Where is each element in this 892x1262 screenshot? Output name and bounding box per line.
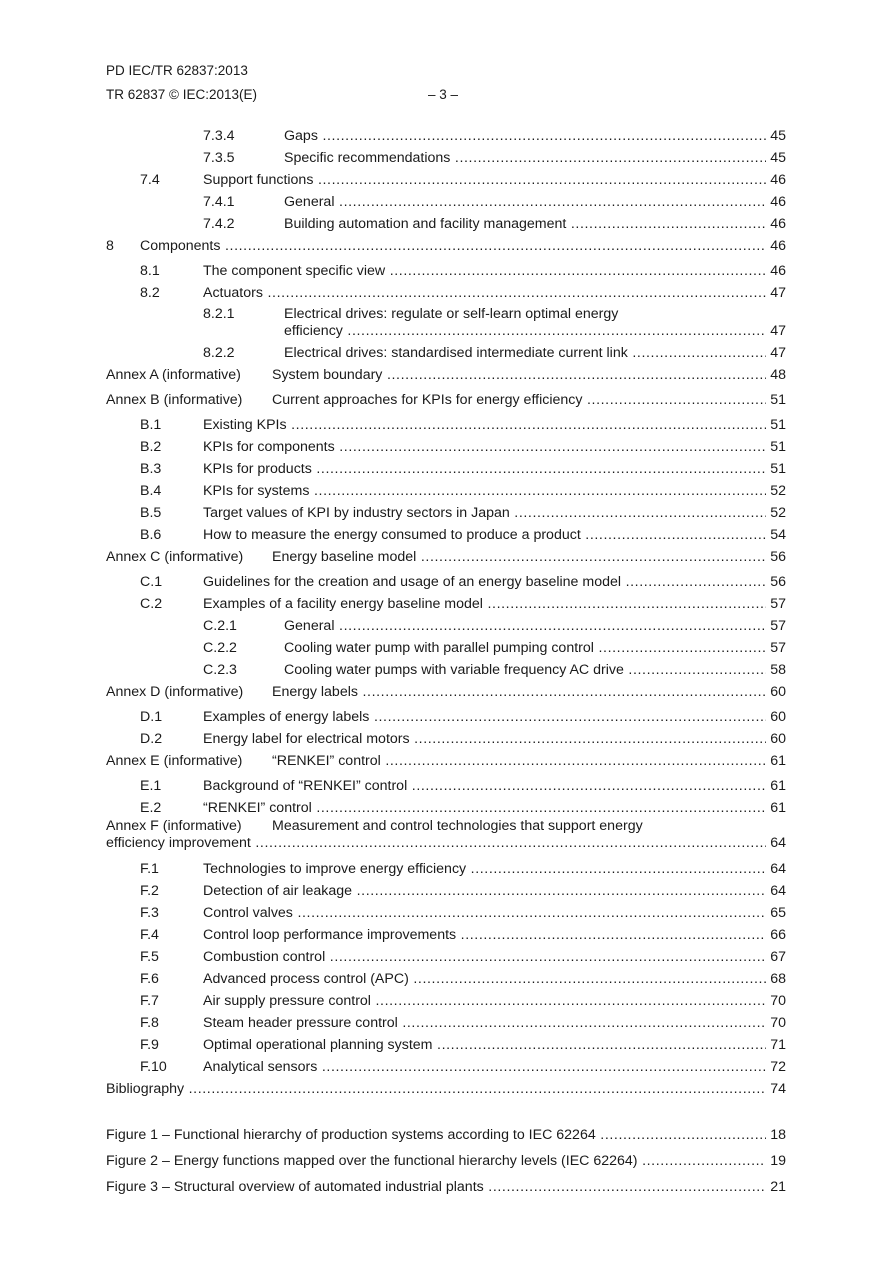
toc-entry[interactable] — [0, 1036, 892, 1054]
toc-entry-number: F.10 — [140, 1059, 167, 1075]
toc-entry[interactable] — [0, 149, 892, 167]
figure-entry[interactable] — [0, 1178, 892, 1196]
toc-entry-title: System boundary ..... — [272, 366, 766, 384]
toc-entry-page: 70 — [768, 1014, 786, 1032]
toc-entry-page: 56 — [768, 573, 786, 591]
toc-entry-page: 52 — [768, 504, 786, 522]
toc-entry-title: Cooling water pump with parallel pumping control ..... — [284, 639, 766, 657]
toc-entry-title: Existing KPIs ..... — [203, 416, 766, 434]
toc-entry-number: 8.2 — [140, 285, 160, 301]
toc-entry-number: F.1 — [140, 861, 159, 877]
toc-entry-title: Background of “RENKEI” control ..... — [203, 777, 766, 795]
toc-entry-number: E.1 — [140, 778, 162, 794]
toc-entry-number: 8.1 — [140, 263, 160, 279]
toc-entry-title: Support functions ..... — [203, 171, 766, 189]
toc-entry-page: 70 — [768, 992, 786, 1010]
figure-entry-page: 21 — [768, 1178, 786, 1196]
toc-entry[interactable] — [0, 595, 892, 613]
toc-entry-page: 60 — [768, 708, 786, 726]
toc-entry-page: 46 — [768, 171, 786, 189]
toc-entry-page: 51 — [768, 416, 786, 434]
toc-entry[interactable] — [0, 926, 892, 944]
toc-entry-page: 45 — [768, 127, 786, 145]
toc-entry-number: D.2 — [140, 731, 163, 747]
toc-entry-title: Current approaches for KPIs for energy efficiency ..... — [272, 391, 766, 409]
toc-entry-title: Cooling water pumps with variable frequency AC drive ..... — [284, 661, 766, 679]
copyright-line: TR 62837 © IEC:2013(E) — [106, 87, 258, 102]
toc-entry-title: Gaps ..... — [284, 127, 766, 145]
toc-entry-title: Building automation and facility management ..... — [284, 215, 766, 233]
toc-entry-number: B.5 — [140, 505, 162, 521]
toc-entry-title: Optimal operational planning system ..... — [203, 1036, 766, 1054]
toc-entry-title: Energy baseline model ..... — [272, 548, 766, 566]
toc-entry-number: 7.4 — [140, 172, 160, 188]
toc-entry-page: 51 — [768, 460, 786, 478]
toc-entry-title: Target values of KPI by industry sectors in Japan ..... — [203, 504, 766, 522]
toc-entry-title: Bibliography ..... — [106, 1080, 766, 1098]
toc-entry-page: 58 — [768, 661, 786, 679]
toc-entry-number: Annex A (informative) — [106, 367, 241, 383]
toc-entry[interactable] — [0, 366, 892, 384]
toc-entry-number: 7.3.5 — [203, 150, 235, 166]
toc-entry-page: 54 — [768, 526, 786, 544]
toc-entry-number: 7.4.2 — [203, 216, 235, 232]
toc-entry[interactable] — [0, 526, 892, 544]
figure-entry-title: Figure 1 – Functional hierarchy of production systems according to IEC 62264 ..... — [106, 1126, 766, 1144]
toc-entry[interactable] — [0, 127, 892, 145]
toc-entry-title: Analytical sensors ..... — [203, 1058, 766, 1076]
toc-entry-title: Energy label for electrical motors ..... — [203, 730, 766, 748]
toc-entry-page: 46 — [768, 237, 786, 255]
toc-entry[interactable] — [0, 639, 892, 657]
toc-entry[interactable] — [0, 904, 892, 922]
toc-entry[interactable] — [0, 799, 892, 817]
toc-entry-title: KPIs for systems ..... — [203, 482, 766, 500]
toc-entry-page: 60 — [768, 683, 786, 701]
toc-entry[interactable] — [0, 344, 892, 362]
toc-entry[interactable] — [0, 730, 892, 748]
toc-entry-page: 61 — [768, 777, 786, 795]
toc-entry-page: 56 — [768, 548, 786, 566]
toc-entry-number: 8.2.1 — [203, 306, 235, 322]
toc-entry-page: 61 — [768, 799, 786, 817]
toc-entry[interactable] — [0, 391, 892, 409]
toc-entry[interactable] — [0, 306, 892, 344]
toc-entry-number: D.1 — [140, 709, 163, 725]
toc-entry[interactable] — [0, 882, 892, 900]
toc-entry-title: Control loop performance improvements ..... — [203, 926, 766, 944]
toc-entry[interactable] — [0, 504, 892, 522]
toc-entry-page: 57 — [768, 617, 786, 635]
toc-entry-page: 57 — [768, 639, 786, 657]
toc-entry-title: Advanced process control (APC) ..... — [203, 970, 766, 988]
toc-entry[interactable] — [0, 860, 892, 878]
toc-entry-number: 7.3.4 — [203, 128, 235, 144]
toc-entry-number: F.3 — [140, 905, 159, 921]
toc-entry-number: F.2 — [140, 883, 159, 899]
toc-entry-page: 64 — [768, 835, 786, 851]
toc-entry-number: B.1 — [140, 417, 162, 433]
toc-entry-title: Steam header pressure control ..... — [203, 1014, 766, 1032]
toc-entry[interactable] — [0, 970, 892, 988]
toc-entry-title: General ..... — [284, 617, 766, 635]
toc-entry[interactable] — [0, 460, 892, 478]
toc-entry-title-continuation: efficiency ..... — [284, 323, 766, 339]
toc-entry[interactable] — [0, 193, 892, 211]
toc-entry-number: F.4 — [140, 927, 159, 943]
toc-entry[interactable] — [0, 262, 892, 280]
toc-entry-number: 8.2.2 — [203, 345, 235, 361]
toc-entry-number: F.6 — [140, 971, 159, 987]
toc-entry-page: 45 — [768, 149, 786, 167]
toc-entry-number: B.2 — [140, 439, 162, 455]
figure-entry-title: Figure 2 – Energy functions mapped over the functional hierarchy levels (IEC 62264) ..... — [106, 1152, 766, 1170]
toc-entry-number: Annex C (informative) — [106, 549, 244, 565]
toc-entry[interactable] — [0, 171, 892, 189]
toc-entry-page: 51 — [768, 438, 786, 456]
toc-entry-number: Annex D (informative) — [106, 684, 244, 700]
toc-entry-number: C.2.2 — [203, 640, 237, 656]
toc-entry[interactable] — [0, 237, 892, 255]
toc-entry[interactable] — [0, 482, 892, 500]
toc-entry-number: B.6 — [140, 527, 162, 543]
toc-entry-number: F.9 — [140, 1037, 159, 1053]
toc-entry-title: Combustion control ..... — [203, 948, 766, 966]
toc-entry-number: C.2.1 — [203, 618, 237, 634]
toc-entry[interactable] — [0, 661, 892, 679]
toc-entry-page: 64 — [768, 882, 786, 900]
toc-entry-page: 47 — [768, 284, 786, 302]
toc-entry[interactable] — [0, 573, 892, 591]
toc-entry-title: Components ..... — [140, 237, 766, 255]
toc-entry-number: 7.4.1 — [203, 194, 235, 210]
page-number: – 3 – — [428, 87, 459, 102]
toc-entry-page: 67 — [768, 948, 786, 966]
toc-entry-number: C.1 — [140, 574, 163, 590]
toc-entry-title: Measurement and control technologies that support energy — [272, 818, 643, 834]
toc-entry-page: 61 — [768, 752, 786, 770]
toc-entry[interactable] — [0, 818, 892, 856]
toc-entry-page: 72 — [768, 1058, 786, 1076]
toc-entry[interactable] — [0, 215, 892, 233]
toc-entry-title: “RENKEI” control ..... — [203, 799, 766, 817]
toc-entry[interactable] — [0, 683, 892, 701]
figure-entry-title: Figure 3 – Structural overview of automated industrial plants ..... — [106, 1178, 766, 1196]
toc-entry-title: KPIs for components ..... — [203, 438, 766, 456]
toc-entry-number: F.7 — [140, 993, 159, 1009]
toc-entry-number: Annex B (informative) — [106, 392, 243, 408]
toc-entry[interactable] — [0, 548, 892, 566]
toc-entry-number: Annex E (informative) — [106, 753, 243, 769]
toc-entry-number: B.4 — [140, 483, 162, 499]
figure-entry[interactable] — [0, 1152, 892, 1170]
toc-entry[interactable] — [0, 617, 892, 635]
toc-entry-title: “RENKEI” control ..... — [272, 752, 766, 770]
toc-entry-title-continuation: efficiency improvement ..... — [106, 835, 766, 851]
toc-entry-title: Electrical drives: regulate or self-learn optimal energy — [284, 306, 619, 322]
toc-entry-page: 60 — [768, 730, 786, 748]
toc-entry-page: 46 — [768, 193, 786, 211]
toc-entry-page: 65 — [768, 904, 786, 922]
toc-entry[interactable] — [0, 708, 892, 726]
toc-entry-page: 74 — [768, 1080, 786, 1098]
toc-entry-number: F.8 — [140, 1015, 159, 1031]
toc-entry-page: 46 — [768, 262, 786, 280]
figure-entry-page: 19 — [768, 1152, 786, 1170]
toc-entry-title: Air supply pressure control ..... — [203, 992, 766, 1010]
toc-entry-title: Energy labels ..... — [272, 683, 766, 701]
toc-entry-page: 64 — [768, 860, 786, 878]
toc-entry-page: 57 — [768, 595, 786, 613]
toc-entry-number: C.2 — [140, 596, 163, 612]
toc-entry-page: 66 — [768, 926, 786, 944]
toc-entry[interactable] — [0, 992, 892, 1010]
toc-entry-number: C.2.3 — [203, 662, 237, 678]
toc-entry-title: Electrical drives: standardised intermediate current link ..... — [284, 344, 766, 362]
toc-entry-title: How to measure the energy consumed to produce a product ..... — [203, 526, 766, 544]
toc-entry-number: E.2 — [140, 800, 162, 816]
toc-entry-page: 52 — [768, 482, 786, 500]
figure-entry-page: 18 — [768, 1126, 786, 1144]
toc-entry-title: The component specific view ..... — [203, 262, 766, 280]
toc-entry-page: 51 — [768, 391, 786, 409]
toc-entry-title: Specific recommendations ..... — [284, 149, 766, 167]
toc-entry-number: F.5 — [140, 949, 159, 965]
document-id: PD IEC/TR 62837:2013 — [106, 63, 248, 78]
toc-entry-page: 48 — [768, 366, 786, 384]
toc-entry[interactable] — [0, 1080, 892, 1098]
toc-entry-title: Examples of energy labels ..... — [203, 708, 766, 726]
figure-entry[interactable] — [0, 1126, 892, 1144]
toc-entry-number: 8 — [106, 238, 114, 254]
toc-entry-title: Detection of air leakage ..... — [203, 882, 766, 900]
toc-entry[interactable] — [0, 948, 892, 966]
toc-entry-title: Examples of a facility energy baseline model ..... — [203, 595, 766, 613]
toc-entry-number: B.3 — [140, 461, 162, 477]
toc-entry[interactable] — [0, 416, 892, 434]
toc-entry-page: 47 — [768, 344, 786, 362]
toc-entry-title: Technologies to improve energy efficiency ..... — [203, 860, 766, 878]
toc-entry-title: Actuators ..... — [203, 284, 766, 302]
toc-entry[interactable] — [0, 1014, 892, 1032]
toc-entry[interactable] — [0, 777, 892, 795]
toc-entry[interactable] — [0, 752, 892, 770]
toc-entry-title: Control valves ..... — [203, 904, 766, 922]
toc-entry-page: 47 — [768, 323, 786, 339]
toc-entry-title: Guidelines for the creation and usage of an energy baseline model ..... — [203, 573, 766, 591]
toc-entry[interactable] — [0, 438, 892, 456]
toc-entry-page: 71 — [768, 1036, 786, 1054]
toc-entry-title: KPIs for products ..... — [203, 460, 766, 478]
toc-entry[interactable] — [0, 1058, 892, 1076]
toc-entry-number: Annex F (informative) — [106, 818, 242, 834]
toc-entry-title: General ..... — [284, 193, 766, 211]
toc-entry-page: 46 — [768, 215, 786, 233]
toc-entry[interactable] — [0, 284, 892, 302]
toc-entry-page: 68 — [768, 970, 786, 988]
